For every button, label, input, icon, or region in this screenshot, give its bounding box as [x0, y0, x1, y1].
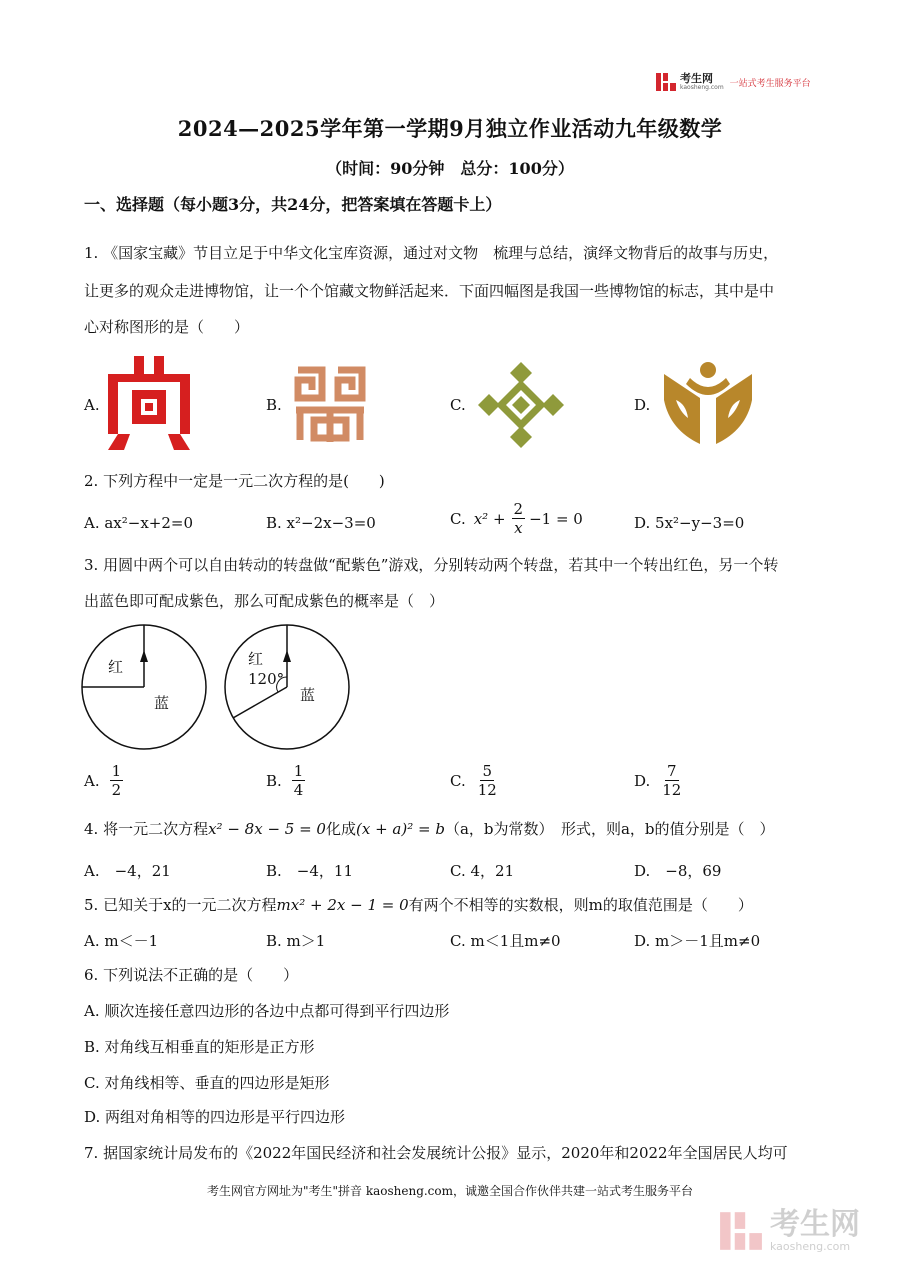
- brand-name: 考生网: [680, 72, 713, 85]
- section-heading: 一、选择题（每小题3分，共24分，把答案填在答题卡上）: [84, 195, 502, 214]
- page-footer: 考生网官方网址为"考生"拼音 kaosheng.com，诚邀全国合作伙伴共建一站式考生服务平台: [206, 1184, 694, 1198]
- q5-stem: [84, 894, 753, 916]
- q1-line1: 1. 《国家宝藏》节目立足于中华文化宝库资源，通过对文物 梳理与总结，演绎文物背后的故事与历史，: [84, 244, 779, 262]
- q2-option-c-num: 2: [513, 500, 524, 518]
- kaosheng-logo-icon: [655, 72, 677, 92]
- q2-option-c-den: x: [514, 519, 523, 537]
- q3-option-c-fraction: [476, 762, 499, 799]
- q2-option-d: D. 5x²−y−3=0: [634, 514, 745, 532]
- q3-option-a-den: 2: [111, 781, 122, 799]
- q6-option-d: D. 两组对角相等的四边形是平行四边形: [84, 1108, 346, 1126]
- q7-line1: 7. 据国家统计局发布的《2022年国民经济和社会发展统计公报》显示，2020年和2022年全国居民人均可: [84, 1144, 788, 1162]
- q3-line1: 3. 用圆中两个可以自由转动的转盘做“配紫色”游戏，分别转动两个转盘，若其中一个转出红色，另一个转: [84, 556, 779, 574]
- q3-option-c-label: C.: [450, 771, 466, 790]
- q3-option-b: [266, 762, 305, 799]
- q2-option-a: A. ax²−x+2=0: [84, 514, 194, 532]
- q5-option-a: A. m＜－1: [84, 932, 159, 950]
- q3-line2: 出蓝色即可配成紫色，那么可配成紫色的概率是（ ）: [84, 592, 445, 610]
- q3-option-a-label: A.: [84, 771, 100, 790]
- museum-logo-c-icon: [476, 360, 566, 450]
- brand-header: [655, 72, 811, 92]
- q6-option-b: B. 对角线互相垂直的矩形是正方形: [84, 1038, 315, 1056]
- museum-logo-a-icon: [104, 354, 194, 452]
- q5-eq: mx² + 2x − 1 = 0: [276, 896, 409, 914]
- q1-line3: 心对称图形的是（ ）: [84, 318, 250, 336]
- brand-text: [680, 73, 724, 91]
- q3-option-d: [634, 762, 683, 799]
- disk2-blue-label: 蓝: [300, 686, 316, 704]
- q5-option-d: D. m＞－1且m≠0: [634, 932, 761, 950]
- q2-option-c-post: −1 = 0: [529, 509, 583, 528]
- q4-eq1: x² − 8x − 5 = 0: [208, 820, 326, 838]
- q2-option-c-pre: x² +: [473, 509, 506, 528]
- q3-option-b-fraction: [292, 762, 306, 799]
- spinner-disk-2: [224, 622, 354, 752]
- q3-option-b-label: B.: [266, 771, 282, 790]
- watermark-name: 考生网: [770, 1206, 860, 1242]
- q4-option-c: C. 4，21: [450, 862, 515, 880]
- q2-stem: 2. 下列方程中一定是一元二次方程的是( ): [84, 472, 385, 490]
- q1-option-a-label: A.: [84, 396, 100, 414]
- q3-option-d-num: 7: [667, 762, 677, 780]
- q5-post: 有两个不相等的实数根，则m的取值范围是（ ）: [408, 896, 753, 914]
- museum-logo-d-icon: [660, 360, 756, 446]
- q3-option-c-num: 5: [482, 762, 493, 780]
- q3-option-c: [450, 762, 499, 799]
- q1-option-d-label: D.: [634, 396, 651, 414]
- q3-option-d-fraction: [660, 762, 683, 799]
- q3-option-d-label: D.: [634, 771, 651, 790]
- brand-url: kaosheng.com: [680, 84, 724, 91]
- brand-tagline: 一站式考生服务平台: [729, 78, 811, 89]
- disk2-red-label: 红: [248, 650, 264, 668]
- q4-pre: 4. 将一元二次方程: [84, 820, 209, 838]
- q4-option-d: D. −8，69: [634, 862, 722, 880]
- q4-eq2: (x + a)² = b: [356, 820, 445, 838]
- q6-option-a: A. 顺次连接任意四边形的各边中点都可得到平行四边形: [84, 1002, 450, 1020]
- q3-option-a-num: 1: [111, 762, 122, 780]
- q4-stem: [84, 818, 775, 840]
- watermark-url: kaosheng.com: [770, 1239, 851, 1253]
- q3-option-d-den: 12: [662, 781, 682, 799]
- page-subtitle: （时间：90分钟 总分：100分）: [326, 159, 574, 178]
- q3-option-a-fraction: [110, 762, 124, 799]
- q1-option-c-label: C.: [450, 396, 466, 414]
- page-title: 2024—2025学年第一学期9月独立作业活动九年级数学: [177, 116, 723, 141]
- q2-option-c-label: C.: [450, 509, 466, 528]
- q3-option-a: [84, 762, 123, 799]
- q5-option-c: C. m＜1且m≠0: [450, 932, 561, 950]
- q3-option-b-num: 1: [293, 762, 304, 780]
- q2-option-b: B. x²−2x−3=0: [266, 514, 376, 532]
- q3-option-c-den: 12: [477, 781, 497, 799]
- q4-post: （a，b为常数） 形式，则a，b的值分别是（ ）: [444, 820, 775, 838]
- disk1-red-label: 红: [108, 658, 124, 676]
- museum-logo-b-icon: [290, 362, 370, 446]
- spinner-disk-1: [80, 622, 210, 752]
- watermark-logo-icon: [718, 1208, 764, 1254]
- q2-option-c: [450, 500, 583, 537]
- q1-option-b-label: B.: [266, 396, 282, 414]
- q3-option-b-den: 4: [293, 781, 304, 799]
- q1-line2: 让更多的观众走进博物馆，让一个个馆藏文物鲜活起来．下面四幅图是我国一些博物馆的标志，其中是中: [84, 282, 775, 300]
- watermark-text: [770, 1206, 860, 1253]
- q6-option-c: C. 对角线相等、垂直的四边形是矩形: [84, 1074, 330, 1092]
- q4-option-a: A. −4，21: [84, 862, 171, 880]
- disk2-angle-label: 120°: [248, 670, 285, 688]
- q4-option-b: B. −4，11: [266, 862, 353, 880]
- q5-pre: 5. 已知关于x的一元二次方程: [84, 896, 277, 914]
- q4-mid: 化成: [325, 820, 356, 838]
- disk1-blue-label: 蓝: [154, 694, 170, 712]
- watermark: [718, 1208, 860, 1254]
- q6-stem: 6. 下列说法不正确的是（ ）: [84, 966, 299, 984]
- q2-option-c-fraction: [512, 500, 526, 537]
- q5-option-b: B. m＞1: [266, 932, 326, 950]
